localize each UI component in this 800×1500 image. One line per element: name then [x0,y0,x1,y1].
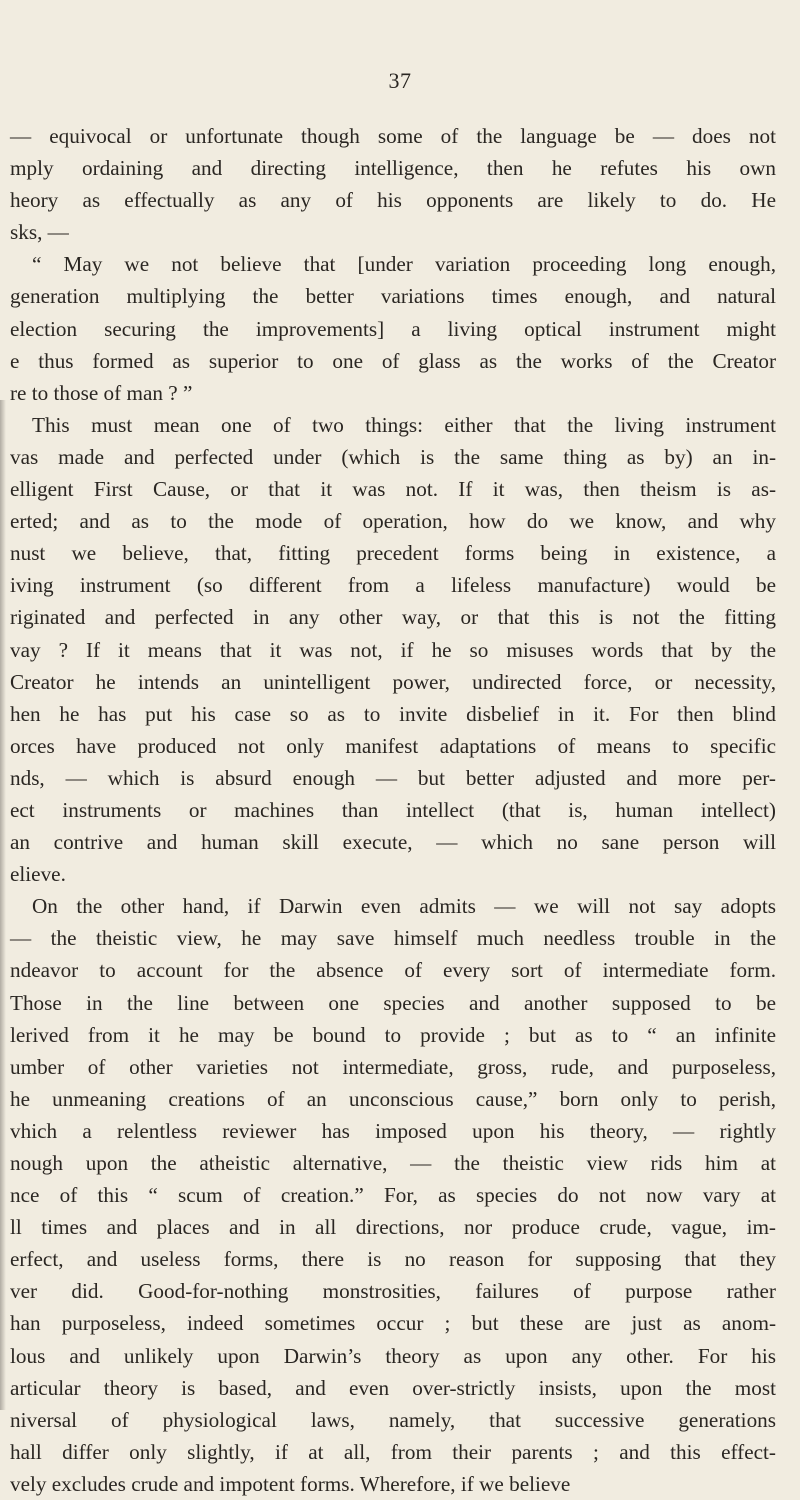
text-line: erted; and as to the mode of operation, how do we know, and why [10,509,776,534]
text-line: ll times and places and in all directions, nor produce crude, vague, im- [10,1215,776,1240]
text-line: sks, — [10,220,69,245]
text-line: elligent First Cause, or that it was not. If it was, then theism is as- [10,477,776,502]
text-line: hall differ only slightly, if at all, from their parents ; and this effect- [10,1439,776,1464]
text-line: heory as effectually as any of his opponents are likely to do. He [10,188,776,213]
text-line: iving instrument (so different from a lifeless manufacture) would be [10,573,776,598]
text-line: hen he has put his case so as to invite disbelief in it. For then blind [10,701,776,726]
text-line: an contrive and human skill execute, — which no sane person will [10,830,776,855]
text-line: vay ? If it means that it was not, if he so misuses words that by the [10,637,776,662]
text-line: elieve. [10,862,66,887]
text-line: ver did. Good-for-nothing monstrosities, failures of purpose rather [10,1279,776,1304]
text-line: generation multiplying the better variations times enough, and natural [10,284,776,309]
text-line: umber of other varieties not intermediate, gross, rude, and purposeless, [10,1054,776,1079]
text-line: — equivocal or unfortunate though some of the language be — does not [10,124,776,148]
page-binding-shadow [0,400,6,1410]
text-line: niversal of physiological laws, namely, that successive generations [10,1407,776,1432]
text-line: “ May we not believe that [under variation proceeding long enough, [32,252,776,277]
text-line: Creator he intends an unintelligent power, undirected force, or necessity, [10,669,776,694]
text-line: nough upon the atheistic alternative, — the theistic view rids him at [10,1151,776,1175]
text-line: ndeavor to account for the absence of every sort of intermediate form. [10,958,776,983]
text-line: nce of this “ scum of creation.” For, as species do not now vary at [10,1183,776,1208]
text-line: Those in the line between one species and another supposed to be [10,990,776,1015]
text-line: This must mean one of two things: either that the living instrument [32,412,776,437]
text-line: lerived from it he may be bound to provide ; but as to “ an infinite [10,1022,776,1047]
text-line: riginated and perfected in any other way, or that this is not the fitting [10,605,776,630]
text-line: lous and unlikely upon Darwin’s theory as upon any other. For his [10,1343,776,1368]
text-line: articular theory is based, and even over-strictly insists, upon the most [10,1375,776,1400]
text-line: nds, — which is absurd enough — but better adjusted and more per- [10,765,776,790]
body-text [10,120,776,1500]
text-line: he unmeaning creations of an unconscious cause,” born only to perish, [10,1086,776,1111]
text-line: On the other hand, if Darwin even admits — we will not say adopts [32,894,776,919]
text-line: erfect, and useless forms, there is no reason for supposing that they [10,1247,776,1272]
text-line: vely excludes crude and impotent forms. Wherefore, if we believe [10,1471,571,1496]
page-number: 37 [388,68,412,93]
text-line: — the theistic view, he may save himself much needless trouble in the [10,926,776,951]
text-line: mply ordaining and directing intelligence, then he refutes his own [10,156,776,181]
text-line: election securing the improvements] a living optical instrument might [10,316,776,341]
text-line: orces have produced not only manifest adaptations of means to specific [10,733,776,758]
text-line: han purposeless, indeed sometimes occur ; but these are just as anom- [10,1311,776,1336]
text-line: e thus formed as superior to one of glass as the works of the Creator [10,348,776,373]
text-line: vas made and perfected under (which is the same thing as by) an in- [10,444,776,469]
text-line: nust we believe, that, fitting precedent forms being in existence, a [10,541,776,566]
text-line: vhich a relentless reviewer has imposed upon his theory, — rightly [10,1118,776,1143]
text-line: ect instruments or machines than intellect (that is, human intellect) [10,797,776,822]
text-line: re to those of man ? ” [10,380,193,405]
